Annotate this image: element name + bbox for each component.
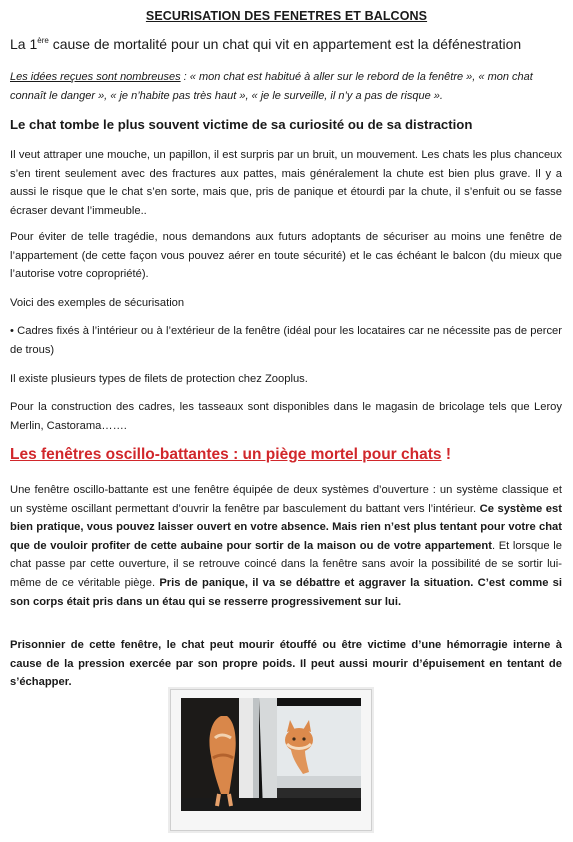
- paragraph-oscillo-description: [10, 481, 562, 611]
- oscillo-text-2: . Et lorsque le chat passe par cette ouverture, il se retrouve coincé dans la fenêtre sans avoir la possibilité de se sortir lui-même de ce véritable piège.: [10, 539, 562, 589]
- photo-frame: [170, 689, 372, 831]
- page-title: SECURISATION DES FENETRES ET BALCONS: [145, 9, 428, 23]
- oscillo-bold-1: Ce système est bien pratique, vous pouvez laisser ouvert en votre absence. Mais rien n’est plus tentant pour votre chat que de vouloir profiter de cette aubaine pour sortir de la maison ou de votre appartement: [10, 502, 562, 552]
- paragraph-frame-construction: Pour la construction des cadres, les tasseaux sont disponibles dans le magasin de bricolage tels que Leroy Merlin, Castorama…….: [10, 401, 562, 432]
- paragraph-fall-consequences: Il veut attraper une mouche, un papillon, il est surpris par un bruit, un mouvement. Les chats les plus chanceux s’en tirent seulement avec des fractures aux pattes, mais généralement la chute est bien plus grave. Il y a aussi le risque que le chat s’en sorte, mais que, pris de panique et étourdi par la chute, il s’enfuit ou se fasse écraser devant l’immeuble..: [10, 149, 562, 217]
- curiosity-heading: Le chat tombe le plus souvent victime de sa curiosité ou de sa distraction: [10, 117, 473, 132]
- paragraph-examples-intro: Voici des exemples de sécurisation: [10, 297, 185, 309]
- intro-line: [10, 36, 521, 52]
- oscillo-bold-2: Pris de panique, il va se débattre et aggraver la situation. C’est comme si son corps était pris dans un étau qui se resserre progressivement sur lui.: [10, 576, 562, 608]
- received-ideas-paragraph: [10, 68, 563, 106]
- list-item-frames: • Cadres fixés à l’intérieur ou à l’extérieur de la fenêtre (idéal pour les locataires car ne nécessite pas de percer de trous): [10, 325, 562, 356]
- intro-superscript: ère: [37, 36, 49, 45]
- received-ideas-lead: Les idées reçues sont nombreuses: [10, 71, 181, 83]
- paragraph-secure-request: Pour éviter de telle tragédie, nous demandons aux futurs adoptants de sécuriser au moins une fenêtre de l’appartement (de cette façon vous pouvez aérer en toute sécurité) et le cas échéant le balcon (du mieux que l’autorise votre copropriété).: [10, 231, 562, 280]
- cat-trapped-in-window-photo: [181, 698, 361, 811]
- paragraph-nets: Il existe plusieurs types de filets de protection chez Zooplus.: [10, 373, 308, 385]
- received-ideas-quotes: : « mon chat est habitué à aller sur le rebord de la fenêtre », « mon chat connaît le danger », « je n’habite pas très haut », « je le surveille, il n’y a pas de risque ».: [10, 71, 533, 102]
- oscillo-text-1: Une fenêtre oscillo-battante est une fenêtre équipée de deux systèmes d’ouverture : un système classique et un système oscillant permettant d’ouvrir la fenêtre par basculement du battant vers l’intérieur.: [10, 484, 562, 515]
- intro-pre: La 1: [10, 36, 38, 52]
- oscillo-heading-suffix: !: [441, 446, 451, 463]
- paragraph-trapped-cat: Prisonnier de cette fenêtre, le chat peut mourir étouffé ou être victime d’une hémorragie interne à cause de la pression exercée par son propre poids. Il peut aussi mourir d’épuisement en tentant de s’échapper.: [10, 639, 562, 688]
- intro-post: cause de mortalité pour un chat qui vit en appartement est la défénestration: [48, 36, 522, 52]
- oscillo-heading: [10, 446, 451, 464]
- photo-illustration: [181, 698, 361, 811]
- oscillo-heading-text: Les fenêtres oscillo-battantes : un piège mortel pour chats: [10, 446, 442, 463]
